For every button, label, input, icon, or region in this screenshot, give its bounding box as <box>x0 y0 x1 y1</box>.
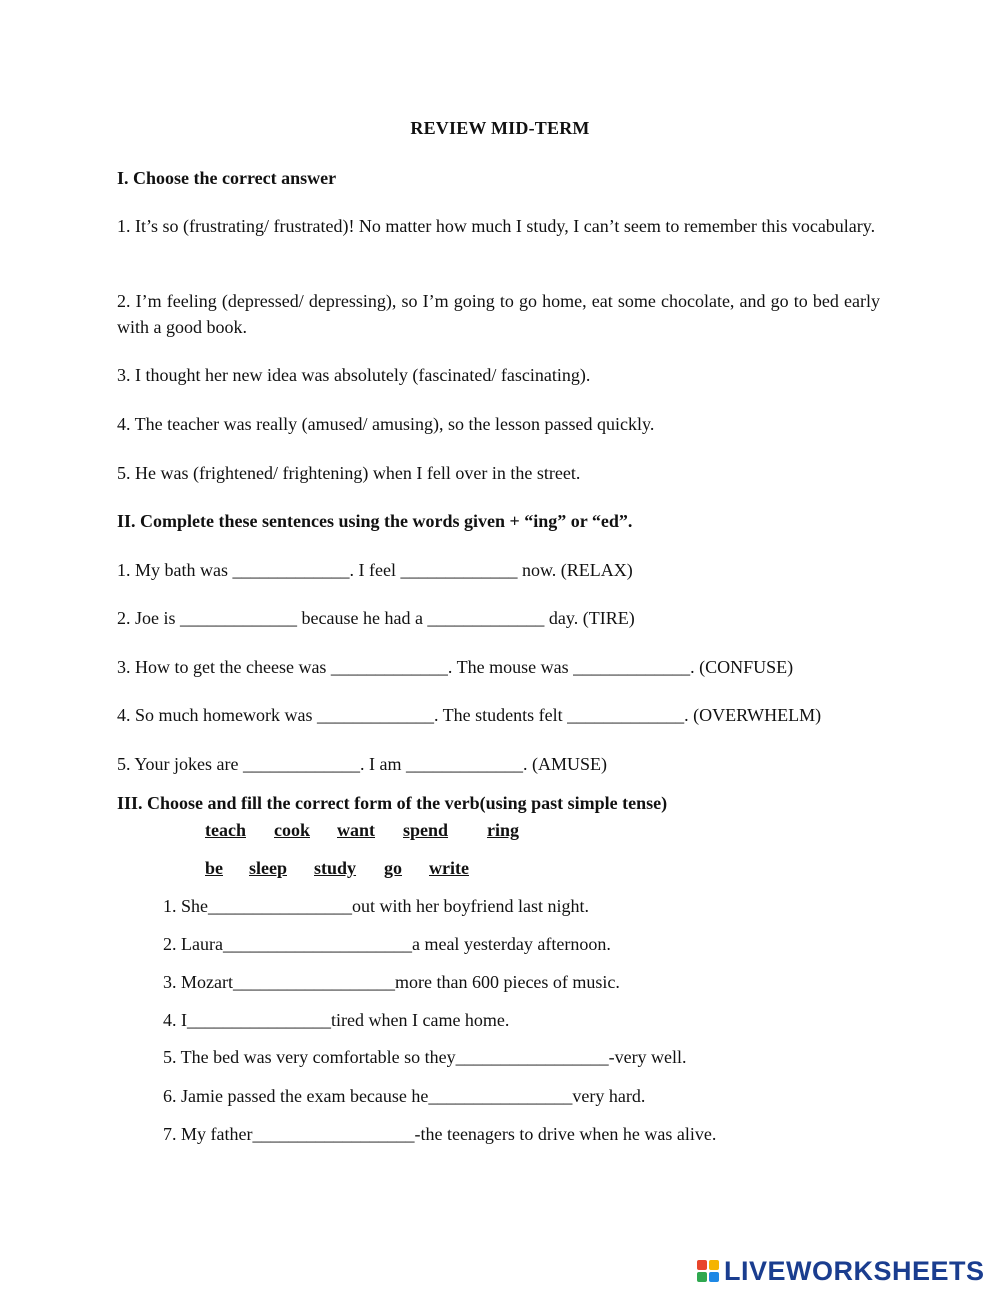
section-2-item-2: 2. Joe is _____________ because he had a _____________ day. (TIRE) <box>117 608 635 628</box>
logo-text: LIVEWORKSHEETS <box>724 1256 985 1286</box>
section-3-item-3: 3. Mozart__________________more than 600 pieces of music. <box>163 972 620 992</box>
section-3-heading: III. Choose and fill the correct form of the verb(using past simple tense) <box>117 793 668 813</box>
logo-badge-icon <box>697 1260 719 1282</box>
section-1-heading: I. Choose the correct answer <box>117 168 337 188</box>
section-3-item-4: 4. I________________tired when I came home. <box>163 1010 510 1030</box>
logo-badge-square <box>709 1260 719 1270</box>
page-title: REVIEW MID-TERM <box>410 118 590 138</box>
section-3-item-1: 1. She________________out with her boyfriend last night. <box>163 896 589 916</box>
section-3-item-7: 7. My father__________________-the teenagers to drive when he was alive. <box>163 1124 717 1144</box>
logo-badge-square <box>697 1272 707 1282</box>
section-1-item-3: 3. I thought her new idea was absolutely (fascinated/ fascinating). <box>117 365 591 385</box>
section-2-heading: II. Complete these sentences using the words given + “ing” or “ed”. <box>117 511 633 531</box>
section-1-item-5: 5. He was (frightened/ frightening) when I fell over in the street. <box>117 463 581 483</box>
word-bank-sleep: sleep <box>249 858 287 878</box>
logo-badge-square <box>697 1260 707 1270</box>
word-bank-want: want <box>337 820 376 840</box>
section-1-item-1: 1. It’s so (frustrating/ frustrated)! No matter how much I study, I can’t seem to remember this vocabulary. <box>117 216 876 236</box>
word-bank-write: write <box>429 858 469 878</box>
section-1-item-2: 2. I’m feeling (depressed/ depressing), so I’m going to go home, eat some chocolate, and go to bed early with a good book. <box>117 291 880 337</box>
section-3-item-2: 2. Laura_____________________a meal yesterday afternoon. <box>163 934 611 954</box>
section-2-item-5: 5. Your jokes are _____________. I am _____________. (AMUSE) <box>117 754 607 774</box>
section-3-item-5: 5. The bed was very comfortable so they_________________-very well. <box>163 1047 687 1067</box>
word-bank-go: go <box>384 858 402 878</box>
section-2-item-3: 3. How to get the cheese was _____________. The mouse was _____________. (CONFUSE) <box>117 657 794 677</box>
section-3-item-6: 6. Jamie passed the exam because he________________very hard. <box>163 1086 646 1106</box>
section-2-item-4: 4. So much homework was _____________. The students felt _____________. (OVERWHELM) <box>117 705 822 725</box>
word-bank-cook: cook <box>274 820 310 840</box>
word-bank-be: be <box>205 858 223 878</box>
liveworksheets-logo <box>697 1257 985 1285</box>
word-bank-teach: teach <box>205 820 246 840</box>
logo-badge-square <box>709 1272 719 1282</box>
word-bank-study: study <box>314 858 357 878</box>
section-1-item-4: 4. The teacher was really (amused/ amusing), so the lesson passed quickly. <box>117 414 655 434</box>
word-bank-spend: spend <box>403 820 449 840</box>
word-bank-ring: ring <box>487 820 520 840</box>
section-2-item-1: 1. My bath was _____________. I feel _____________ now. (RELAX) <box>117 560 633 580</box>
